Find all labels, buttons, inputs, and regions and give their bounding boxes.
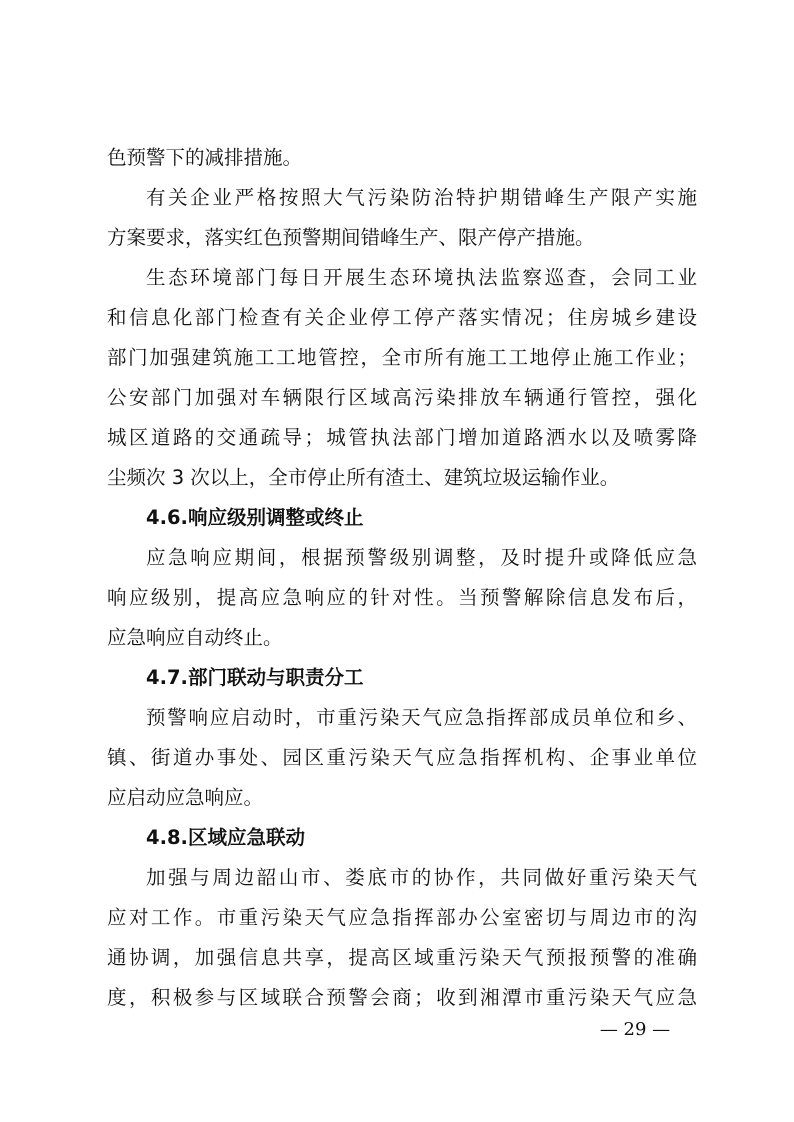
paragraph-line: 度，积极参与区域联合预警会商；收到湘潭市重污染天气应急 xyxy=(107,986,697,1009)
section-4-7 xyxy=(107,658,697,818)
page-number: — 29 — xyxy=(599,1019,671,1040)
paragraph-line: 有关企业严格按照大气污染防治特护期错峰生产限产实施 xyxy=(146,186,697,209)
section-4-8 xyxy=(107,818,697,1018)
section-heading: 4.6.响应级别调整或终止 xyxy=(146,506,364,529)
paragraph-line: 部门加强建筑施工工地管控，全市所有施工工地停止施工作业； xyxy=(107,346,697,369)
paragraph-line: 色预警下的减排措施。 xyxy=(107,146,303,169)
paragraph-line: 应急响应自动终止。 xyxy=(107,626,283,649)
paragraph-enterprise-measures xyxy=(107,178,697,258)
section-heading: 4.7.部门联动与职责分工 xyxy=(146,666,364,689)
paragraph-line: 镇、街道办事处、园区重污染天气应急指挥机构、企事业单位 xyxy=(107,746,697,769)
section-heading: 4.8.区域应急联动 xyxy=(146,826,305,849)
paragraph-line: 尘频次 3 次以上，全市停止所有渣土、建筑垃圾运输作业。 xyxy=(107,466,620,489)
section-4-6 xyxy=(107,498,697,658)
document-body xyxy=(107,138,697,1018)
paragraph-intro xyxy=(107,138,697,178)
paragraph-line: 生态环境部门每日开展生态环境执法监察巡查，会同工业 xyxy=(146,266,697,289)
paragraph-line: 响应级别，提高应急响应的针对性。当预警解除信息发布后， xyxy=(107,586,697,609)
paragraph-line: 预警响应启动时，市重污染天气应急指挥部成员单位和乡、 xyxy=(146,706,697,729)
paragraph-line: 和信息化部门检查有关企业停工停产落实情况；住房城乡建设 xyxy=(107,306,697,329)
paragraph-line: 通协调，加强信息共享，提高区域重污染天气预报预警的准确 xyxy=(107,946,697,969)
paragraph-line: 应启动应急响应。 xyxy=(107,786,264,809)
paragraph-line: 加强与周边韶山市、娄底市的协作，共同做好重污染天气 xyxy=(146,866,697,889)
paragraph-ecology-measures xyxy=(107,258,697,498)
paragraph-line: 城区道路的交通疏导；城管执法部门增加道路洒水以及喷雾降 xyxy=(107,426,697,449)
paragraph-line: 方案要求，落实红色预警期间错峰生产、限产停产措施。 xyxy=(107,226,595,249)
paragraph-line: 应急响应期间，根据预警级别调整，及时提升或降低应急 xyxy=(146,546,697,569)
paragraph-line: 公安部门加强对车辆限行区域高污染排放车辆通行管控，强化 xyxy=(107,386,697,409)
paragraph-line: 应对工作。市重污染天气应急指挥部办公室密切与周边市的沟 xyxy=(107,906,697,929)
